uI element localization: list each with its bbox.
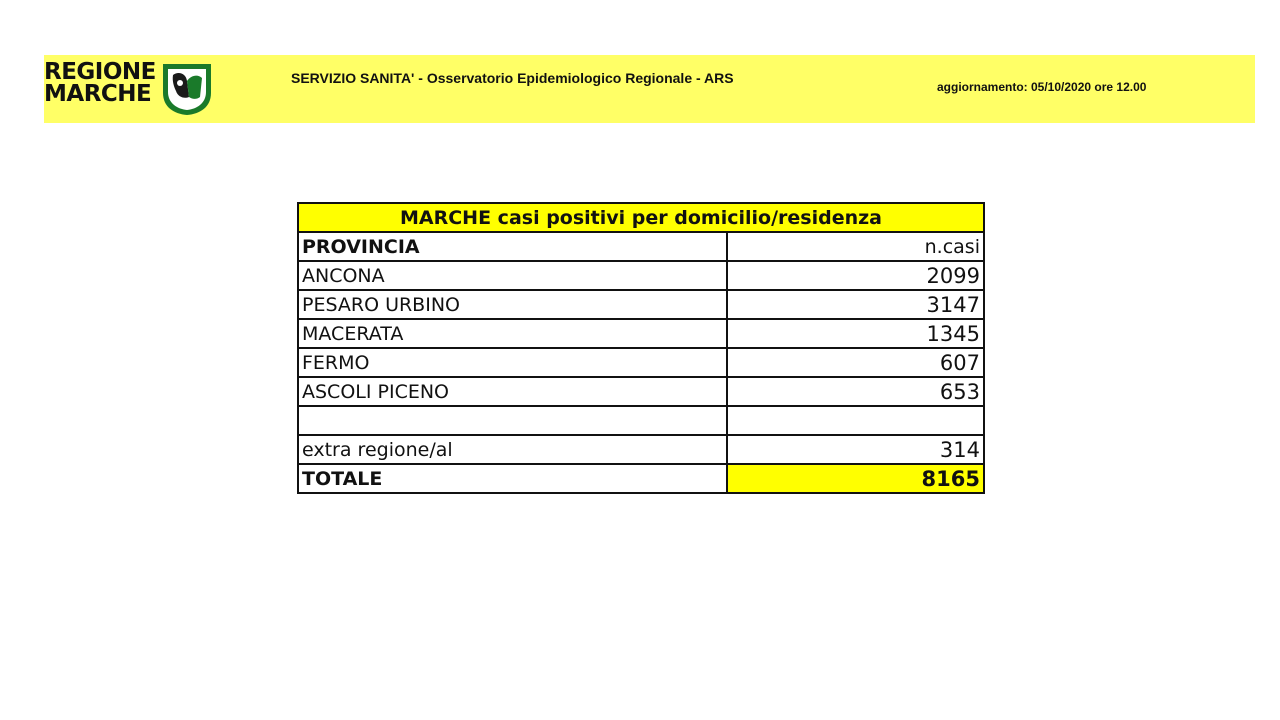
table-title-row — [298, 203, 984, 232]
marche-shield-icon — [160, 61, 214, 117]
column-header-province: PROVINCIA — [298, 232, 727, 261]
total-value: 8165 — [727, 464, 984, 493]
cases-cell: 3147 — [727, 290, 984, 319]
update-timestamp: aggiornamento: 05/10/2020 ore 12.00 — [937, 80, 1147, 94]
cases-cell: 314 — [727, 435, 984, 464]
cases-cell: 1345 — [727, 319, 984, 348]
regione-marche-logo — [44, 61, 214, 117]
province-cell: ASCOLI PICENO — [298, 377, 727, 406]
logo-text — [44, 61, 156, 105]
table-row — [298, 319, 984, 348]
table-row — [298, 406, 984, 435]
table-total-row — [298, 464, 984, 493]
total-label: TOTALE — [298, 464, 727, 493]
cases-table — [297, 202, 985, 494]
table-title: MARCHE casi positivi per domicilio/residenza — [298, 203, 984, 232]
cases-cell: 653 — [727, 377, 984, 406]
cases-cell: 2099 — [727, 261, 984, 290]
table-row — [298, 290, 984, 319]
province-cell: PESARO URBINO — [298, 290, 727, 319]
table-row — [298, 348, 984, 377]
cases-cell — [727, 406, 984, 435]
province-cell: ANCONA — [298, 261, 727, 290]
logo-line-2: MARCHE — [44, 81, 152, 107]
column-header-cases: n.casi — [727, 232, 984, 261]
cases-cell: 607 — [727, 348, 984, 377]
service-title: SERVIZIO SANITA' - Osservatorio Epidemiologico Regionale - ARS — [291, 70, 734, 86]
province-cell — [298, 406, 727, 435]
province-cell: extra regione/al — [298, 435, 727, 464]
province-cell: FERMO — [298, 348, 727, 377]
table-row — [298, 435, 984, 464]
table-header-row — [298, 232, 984, 261]
table-row — [298, 261, 984, 290]
table-row — [298, 377, 984, 406]
logo-line-1: REGIONE — [44, 59, 156, 85]
province-cell: MACERATA — [298, 319, 727, 348]
